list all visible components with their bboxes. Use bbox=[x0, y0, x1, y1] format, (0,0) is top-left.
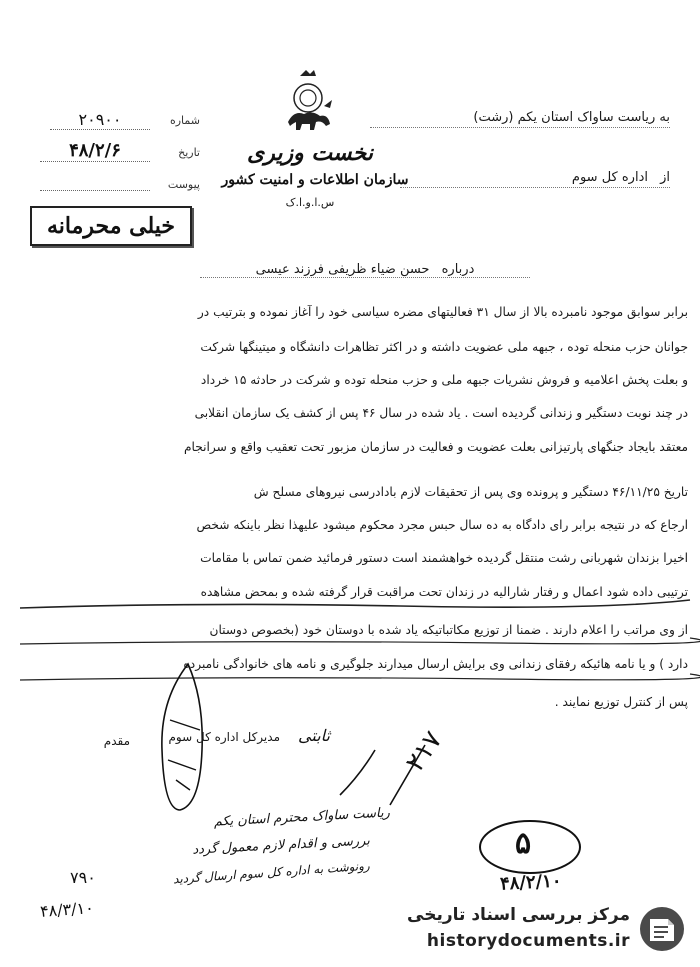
body-line-10: از وی مراتب را اعلام دارند . ضمنا از توزیع مکاتباتیکه یاد شده با دوستان خود (بخصوص دوستان bbox=[209, 623, 688, 637]
watermark-url: historydocuments.ir bbox=[426, 931, 630, 951]
body-line-4: در چند نوبت دستگیر و زندانی گردیده است . یاد شده در سال ۴۶ پس از کشف یک سازمان انقلابی bbox=[194, 406, 688, 420]
stamp-date: ۴۸/۲/۱۰ bbox=[499, 870, 563, 895]
from-prefix: از bbox=[660, 170, 670, 185]
organization-name: سازمان اطلاعات و امنیت کشور bbox=[221, 172, 409, 188]
body-line-12: پس از کنترل توزیع نمایند . bbox=[554, 695, 688, 709]
from-text: اداره کل سوم bbox=[571, 170, 648, 185]
date-label: تاریخ bbox=[178, 146, 200, 159]
margin-note-1: ریاست ساواک محترم استان یکم bbox=[213, 805, 391, 830]
archive-logo-icon bbox=[638, 905, 686, 953]
body-line-11: دارد ) و یا نامه هائیکه رفقای زندانی وی برایش ارسال میدارند جلوگیری و نامه های خانوادگی نامبرده bbox=[183, 657, 688, 671]
body-line-2: جوانان حزب منحله توده ، جبهه ملی عضویت داشته و در اکثر تظاهرات دانشگاه و میتینگها شرکت bbox=[200, 340, 688, 354]
margin-note-3: رونوشت به اداره کل سوم ارسال گردید bbox=[172, 858, 371, 887]
number-label: شماره bbox=[169, 114, 200, 127]
archive-watermark bbox=[380, 897, 690, 961]
ministry-title: نخست وزیری bbox=[247, 140, 373, 166]
body-line-8: اخیرا بزندان شهربانی رشت منتقل گردیده خواهشمند است دستور فرمائید ضمن تماس با مقامات bbox=[200, 551, 688, 565]
handwritten-strokes bbox=[330, 735, 450, 815]
organization-code: س.ا.و.ا.ک bbox=[285, 196, 335, 209]
body-line-5: معتقد بایجاد جنگهای پارتیزانی بعلت عضویت و فعالیت در سازمان مزبور تحت تعقیب واقع و سرانجام bbox=[184, 440, 688, 454]
subject-prefix: درباره bbox=[441, 262, 475, 277]
margin-note-2: بررسی و اقدام لازم معمول گردد bbox=[192, 833, 371, 858]
number-value: ۲۰۹۰۰ bbox=[50, 110, 150, 130]
lower-left-date: ۴۸/۳/۱۰ bbox=[39, 898, 95, 921]
subject-text: حسن ضیاء ظریفی فرزند عیسی bbox=[255, 262, 430, 277]
attachment-label: پیوست bbox=[167, 178, 200, 191]
date-value: ۴۸/۲/۶ bbox=[40, 140, 150, 162]
watermark-title: مرکز بررسی اسناد تاریخی bbox=[407, 905, 630, 925]
handwritten-number: ۲۱۷ bbox=[400, 725, 449, 778]
addressee-text: به ریاست ساواک استان یکم (رشت) bbox=[473, 110, 670, 125]
signer-title: مدیرکل اداره کل سوم bbox=[168, 730, 280, 744]
muqaddam-text: مقدم bbox=[103, 734, 130, 748]
stamp-number: ۵ bbox=[515, 826, 532, 861]
body-line-6: تاریخ ۴۶/۱۱/۲۵ دستگیر و پرونده وی پس از تحقیقات لازم بادادرسی نیروهای مسلح ش bbox=[253, 485, 688, 499]
body-line-3: و بعلت پخش اعلامیه و فروش نشریات جبهه ملی و حزب منحله توده و شرکت در حادثه ۱۵ خرداد bbox=[200, 373, 688, 387]
lower-left-number: ۷۹۰ bbox=[70, 868, 96, 887]
body-line-9: ترتیبی داده شود اعمال و رفتار شارالیه در زندان تحت مراقبت قرار گرفته شده و بمحض مشاهده bbox=[200, 585, 688, 599]
sabeti-signature: ثابتی bbox=[298, 726, 330, 745]
body-line-1: برابر سوابق موجود نامبرده بالا از سال ۳۱ فعالیتهای مضره سیاسی خود را آغاز نموده و بترتیب در bbox=[197, 305, 688, 319]
classification-stamp: خیلی محرمانه bbox=[30, 206, 192, 246]
body-line-7: ارجاع که در نتیجه برابر رای دادگاه به ده سال حبس مجرد محکوم میشود علیهذا نظر باینکه شخص bbox=[196, 518, 688, 532]
